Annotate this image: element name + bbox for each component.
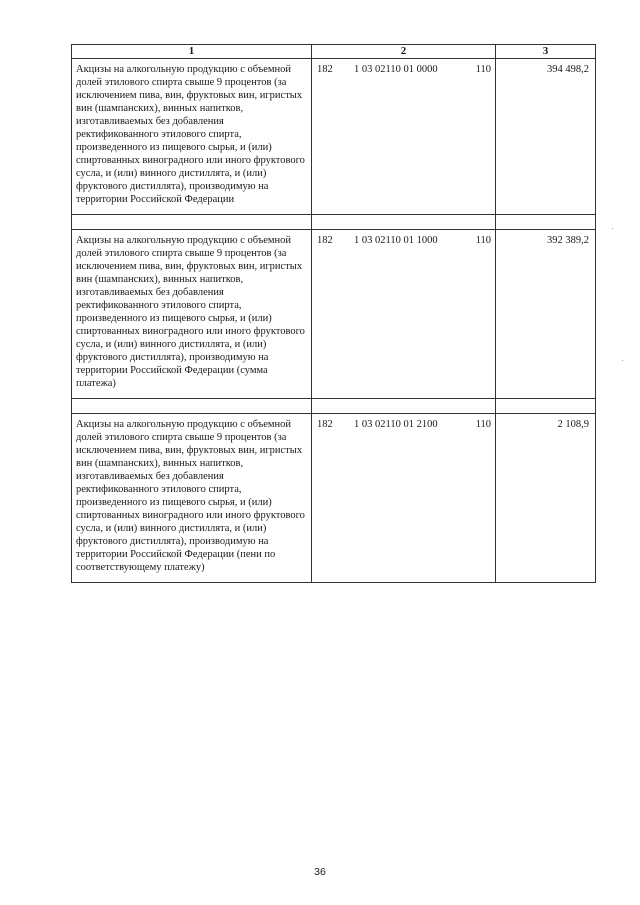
amount-cell: 394 498,2: [496, 59, 596, 215]
subtype-code: 110: [475, 235, 491, 246]
amount-cell: 2 108,9: [496, 414, 596, 583]
budget-code-cell: [312, 230, 496, 399]
revenue-name-cell: Акцизы на алкогольную продукцию с объемной долей этилового спирта свыше 9 процентов (за исключением пива, вин, фруктовых вин, игристых вин (шампанских), винных напитков, изготавливаемых без добавления ректификованного этилового спирта, произведенного из пищевого сырья, и (или) спиртованных виноградного или иного фруктового сусла, и (или) винного дистиллята, и (или) фруктового дистиллята), производимую на территории Российской Федерации (пени по соответствующему платежу): [72, 414, 312, 583]
page-number: 36: [314, 866, 326, 878]
scan-speck: [612, 228, 613, 229]
table-row: [72, 59, 596, 215]
row-gap: [72, 399, 596, 414]
budget-code-cell: [312, 59, 496, 215]
header-col-3: 3: [496, 45, 596, 59]
budget-code-cell: [312, 414, 496, 583]
classification-code: 1 03 02110 01 0000: [354, 64, 438, 75]
admin-code: 182: [317, 419, 333, 430]
header-col-2: 2: [312, 45, 496, 59]
admin-code: 182: [317, 235, 333, 246]
classification-code: 1 03 02110 01 2100: [354, 419, 438, 430]
amount-cell: 392 389,2: [496, 230, 596, 399]
subtype-code: 110: [475, 419, 491, 430]
subtype-code: 110: [475, 64, 491, 75]
table-row: [72, 230, 596, 399]
header-col-1: 1: [72, 45, 312, 59]
header-row: [72, 45, 596, 59]
table-row: [72, 414, 596, 583]
classification-code: 1 03 02110 01 1000: [354, 235, 438, 246]
row-gap: [72, 215, 596, 230]
budget-table: [71, 44, 596, 583]
revenue-name-cell: Акцизы на алкогольную продукцию с объемной долей этилового спирта свыше 9 процентов (за исключением пива, вин, фруктовых вин, игристых вин (шампанских), винных напитков, изготавливаемых без добавления ректификованного этилового спирта, произведенного из пищевого сырья, и (или) спиртованных виноградного или иного фруктового сусла, и (или) винного дистиллята, и (или) фруктового дистиллята), производимую на территории Российской Федерации (сумма платежа): [72, 230, 312, 399]
revenue-name-cell: Акцизы на алкогольную продукцию с объемной долей этилового спирта свыше 9 процентов (за исключением пива, вин, фруктовых вин, игристых вин (шампанских), винных напитков, изготавливаемых без добавления ректификованного этилового спирта, произведенного из пищевого сырья, и (или) спиртованных виноградного или иного фруктового сусла, и (или) винного дистиллята, и (или) фруктового дистиллята), производимую на территории Российской Федерации: [72, 59, 312, 215]
scan-speck: [622, 360, 623, 361]
admin-code: 182: [317, 64, 333, 75]
